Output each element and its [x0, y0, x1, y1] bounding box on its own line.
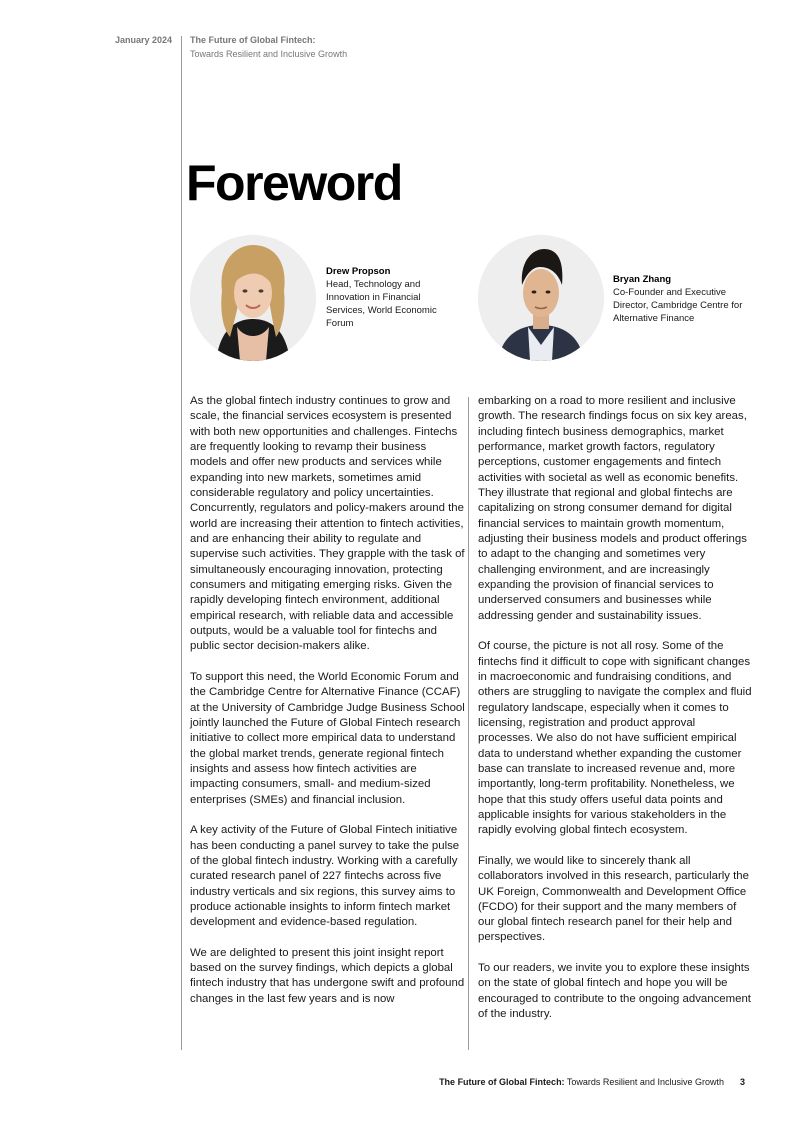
- body-paragraph: embarking on a road to more resilient and inclusive growth. The research findings focus on six key areas, including fintech business demographics, market performance, market growth factors, regulatory perceptions, customer engagements and fintech activities with societal as well as economic benefits. They illustrate that regional and global fintechs are capitalizing on strong consumer demand for digital financial services to maintain growth momentum, adjusting their business models and product offerings to adapt to the changing and sometimes very challenging environment, and are increasingly expanding the provision of financial services to underserved consumers and businesses while addressing gender and sustainability issues.: [478, 395, 747, 622]
- author-photo-drew-propson: [190, 235, 316, 361]
- body-paragraph: Finally, we would like to sincerely thank all collaborators involved in this research, particularly the UK Foreign, Commonwealth and Development Office (FCDO) for their support and the many members of our global fintech research panel for their help and perspectives.: [478, 854, 749, 944]
- body-paragraph: To our readers, we invite you to explore these insights on the state of global fintech and hope you will be encouraged to contribute to the ongoing advancement of the industry.: [478, 962, 751, 1021]
- body-column-left: [190, 394, 465, 1022]
- column-divider-line: [468, 397, 469, 1050]
- footer-report-title: The Future of Global Fintech:: [439, 1077, 565, 1087]
- page-title: Foreword: [186, 155, 402, 211]
- body-paragraph: Of course, the picture is not all rosy. Some of the fintechs find it difficult to cope with significant changes in macroeconomic and fundraising conditions, and others are struggling to navigate the complex and fluid regulatory landscape, especially when it comes to licensing, registration and product approval processes. We also do not have sufficient empirical data to understand whether expanding the customer base can translate to increased revenue and, more importantly, long-term profitability. Nonetheless, we hope that this study offers useful data points and applicable insights for various stakeholders in the rapidly evolving global fintech ecosystem.: [478, 640, 752, 837]
- author-role: Head, Technology and Innovation in Financial Services, World Economic Forum: [326, 279, 437, 329]
- page-number: 3: [739, 1077, 745, 1087]
- header-divider-line: [181, 36, 182, 1050]
- body-column-right: [478, 394, 753, 1038]
- author-card-drew-propson: [326, 265, 456, 330]
- author-role: Co-Founder and Executive Director, Cambridge Centre for Alternative Finance: [613, 287, 743, 324]
- header-date: January 2024: [114, 35, 172, 45]
- page-footer: [439, 1077, 745, 1087]
- header-report-title: The Future of Global Fintech:: [190, 35, 316, 45]
- footer-report-subtitle: Towards Resilient and Inclusive Growth: [564, 1077, 724, 1087]
- author-photo-bryan-zhang: [478, 235, 604, 361]
- body-paragraph: To support this need, the World Economic Forum and the Cambridge Centre for Alternative Finance (CCAF) at the University of Cambridge Judge Business School jointly launched the Future of Global Fintech research initiative to collect more empirical data to understand the global market trends, generate regional fintech insights and assess how fintech activities are impacting consumers, small- and medium-sized enterprises (SMEs) and financial inclusion.: [190, 670, 465, 806]
- author-card-bryan-zhang: [613, 273, 753, 325]
- body-paragraph: As the global fintech industry continues to grow and scale, the financial services ecosystem is presented with both new opportunities and challenges. Fintechs are frequently looking to revamp their business models and offer new products and services while expanding into new markets, sometimes amid considerable regulatory and policy uncertainties. Concurrently, regulators and policy-makers around the world are increasing their attention to fintech activities, and are enhancing their ability to regulate and supervise such activities. They grapple with the task of simultaneously encouraging innovation, protecting consumers and mitigating emerging risks. Given the rapidly developing fintech environment, additional empirical research, with reliable data and accessible outputs, would be a valuable tool for fintechs and public sector decision-makers alike.: [190, 395, 465, 653]
- author-name: Bryan Zhang: [613, 274, 672, 285]
- header-report-subtitle: Towards Resilient and Inclusive Growth: [190, 49, 348, 59]
- body-paragraph: A key activity of the Future of Global Fintech initiative has been conducting a panel survey to take the pulse of the global fintech industry. Working with a carefully curated research panel of 227 fintechs across five industry verticals and six regions, this survey aims to produce actionable insights to inform fintech market development and evidence-based regulation.: [190, 824, 460, 929]
- author-name: Drew Propson: [326, 266, 391, 277]
- body-paragraph: We are delighted to present this joint insight report based on the survey findings, which depicts a global fintech industry that has undergone swift and profound changes in the last few years and is now: [190, 946, 465, 1005]
